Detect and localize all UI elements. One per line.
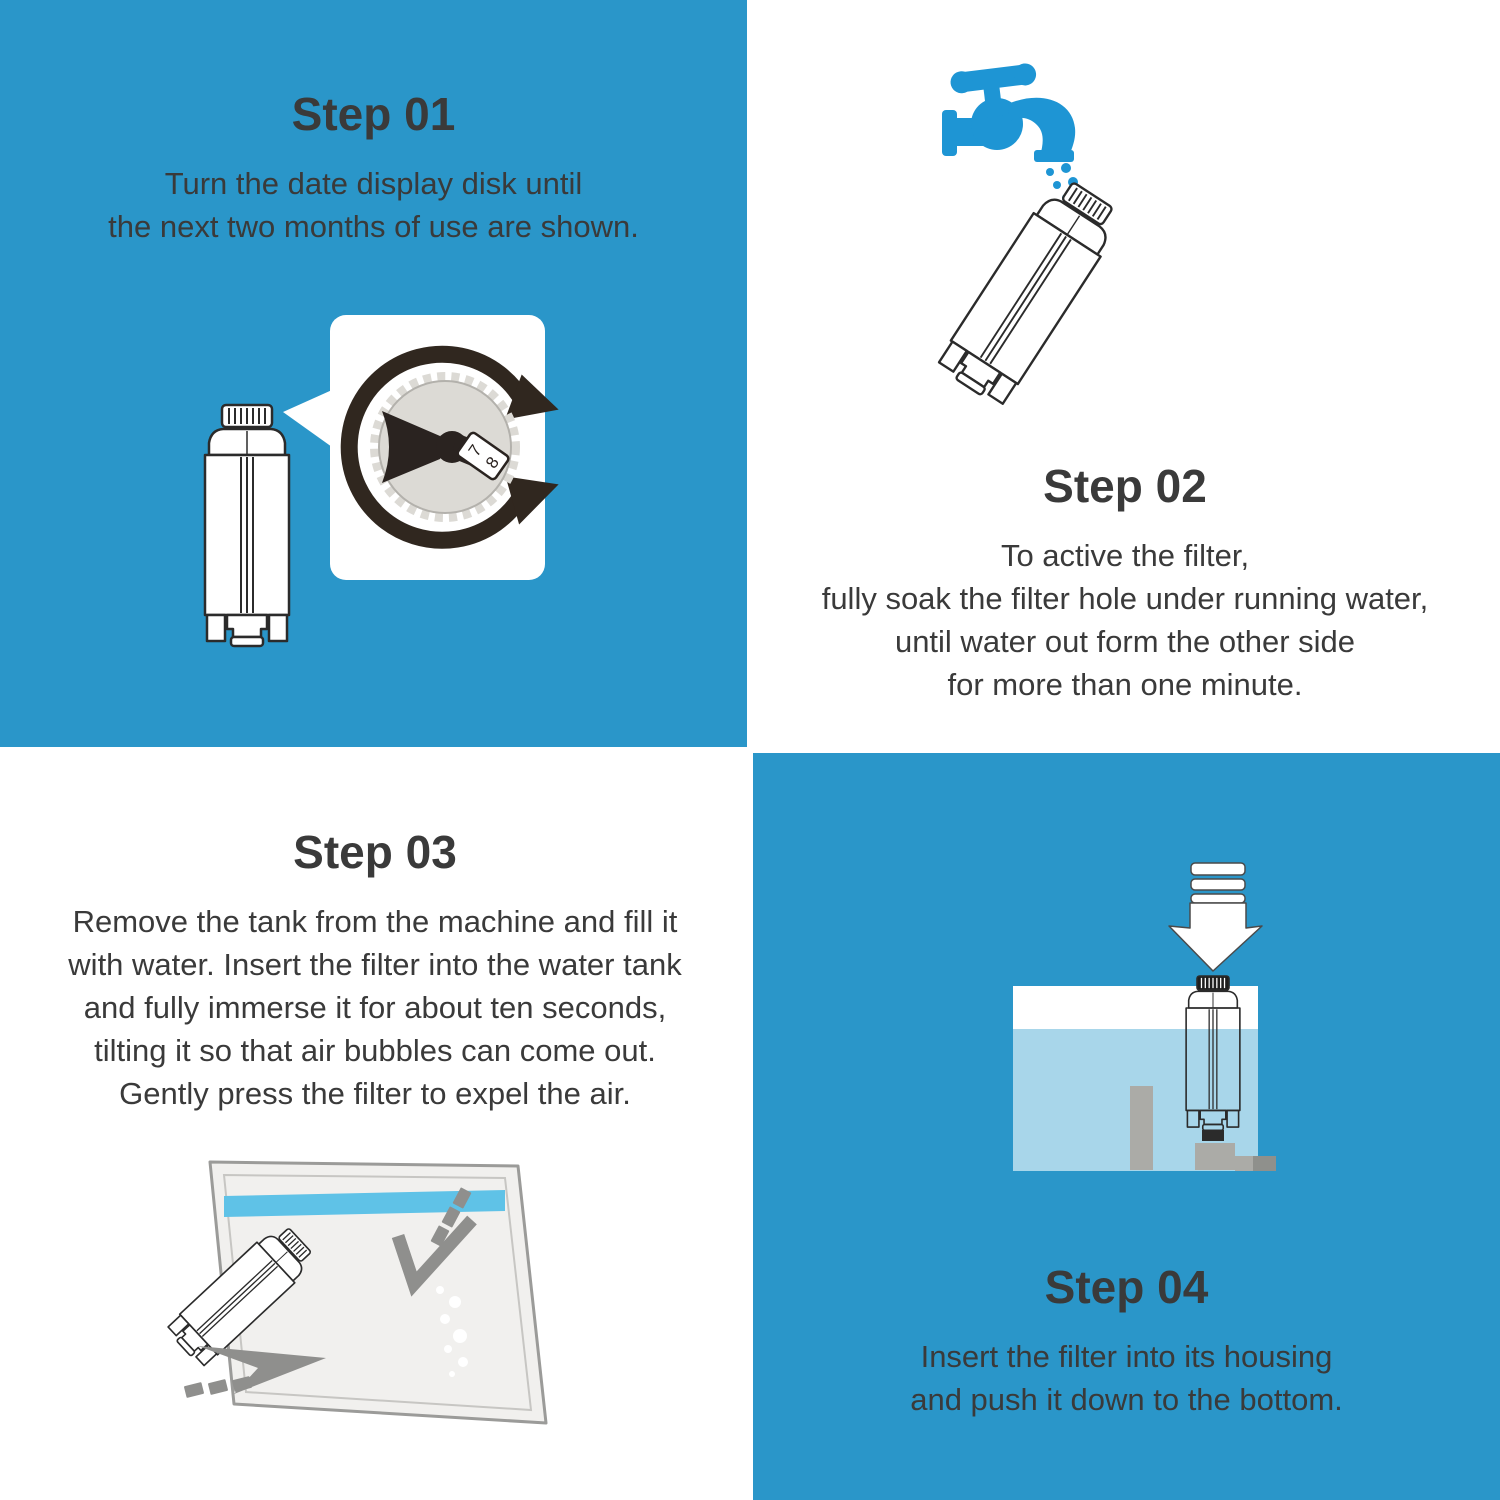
step-04-line-1: Insert the filter into its housing xyxy=(920,1339,1333,1374)
step-04-panel xyxy=(750,750,1500,1500)
step-01-line-1: Turn the date display disk until xyxy=(164,166,583,201)
water-tank-illustration xyxy=(1013,986,1276,1171)
step-04-text xyxy=(753,1261,1500,1421)
step-01-text xyxy=(0,88,747,248)
step-02-line-4: for more than one minute. xyxy=(947,667,1303,702)
step-02-text xyxy=(750,460,1500,706)
step-03-line-3: and fully immerse it for about ten seconds, xyxy=(83,990,667,1025)
step-01-title: Step 01 xyxy=(291,88,456,140)
step-02-line-2: fully soak the filter hole under running water, xyxy=(821,581,1429,616)
step-04-title: Step 04 xyxy=(1044,1261,1209,1313)
step-03-line-4: tilting it so that air bubbles can come out. xyxy=(94,1033,656,1068)
step-02-title: Step 02 xyxy=(1043,460,1207,512)
step-02-line-1: To active the filter, xyxy=(1000,538,1250,573)
step-02-illustration xyxy=(920,40,1270,430)
step-04-line-2: and push it down to the bottom. xyxy=(910,1382,1343,1417)
step-02-panel xyxy=(750,0,1500,750)
step-03-line-2: with water. Insert the filter into the water tank xyxy=(68,947,682,982)
step-03-line-5: Gently press the filter to expel the air. xyxy=(119,1076,631,1111)
push-down-arrow-icon xyxy=(1169,863,1262,971)
step-03-panel xyxy=(0,750,750,1500)
step-03-illustration xyxy=(140,1142,620,1442)
step-03-line-1: Remove the tank from the machine and fill it xyxy=(72,904,678,939)
faucet-icon xyxy=(942,62,1075,162)
step-01-line-2: the next two months of use are shown. xyxy=(108,209,639,244)
step-03-title: Step 03 xyxy=(293,826,457,878)
step-01-panel xyxy=(0,0,750,750)
svg-text:7: 7 xyxy=(464,441,486,460)
step-03-text xyxy=(0,826,750,1115)
step-02-line-3: until water out form the other side xyxy=(894,624,1356,659)
filter-cartridge-illustration xyxy=(935,173,1127,408)
svg-text:8: 8 xyxy=(481,453,503,472)
filter-cartridge-illustration xyxy=(205,405,289,646)
step-04-illustration xyxy=(958,853,1328,1183)
step-01-illustration xyxy=(150,295,620,745)
